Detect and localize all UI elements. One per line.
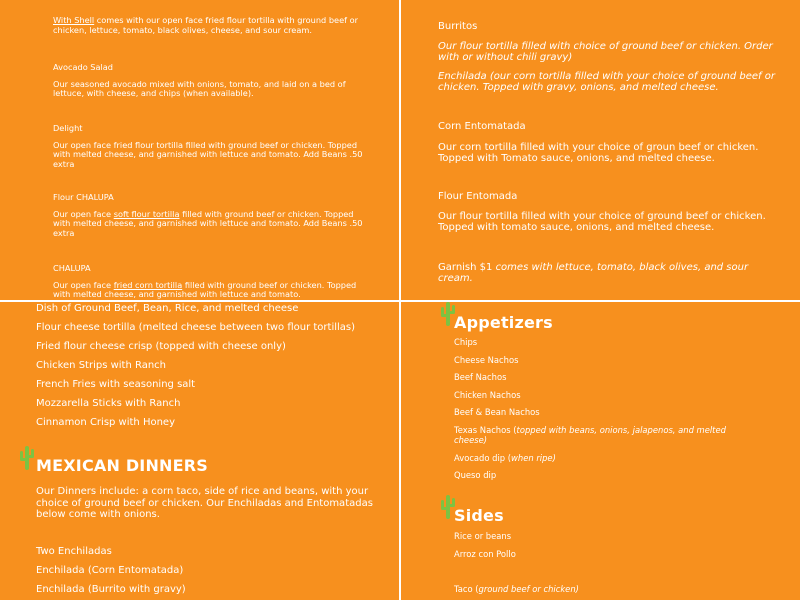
list-item: Flour cheese tortilla (melted cheese between two flour tortillas) <box>36 322 356 333</box>
list-item: Chicken Strips with Ranch <box>36 360 167 371</box>
dinners-description: Our Dinners include: a corn taco, side of rice and beans, with your choice of ground beef or chicken. Our Enchiladas and Entomatadas below come with onions. <box>36 486 373 521</box>
item-link[interactable]: soft flour tortilla <box>113 208 180 219</box>
menu-item-chalupa <box>53 264 373 300</box>
corn-entomatada-title: Corn Entomatada <box>438 121 526 132</box>
item-name: CHALUPA <box>53 263 91 273</box>
section-title-sides: Sides <box>454 506 504 525</box>
menu-page-burritos <box>401 0 800 300</box>
item-desc-pre: Our open face <box>53 279 114 290</box>
list-item: Avocado dip (when ripe) <box>454 452 556 463</box>
cactus-icon <box>20 446 34 470</box>
item-desc-text: filled with ground beef or chicken. Topped with melted cheese, and garnished with lettuce and tomato. <box>53 279 357 300</box>
enchilada-description: Enchilada (our corn tortilla filled with your choice of ground beef or chicken. Topped with gravy, onions, and melted cheese. <box>438 71 775 94</box>
flour-entomada-title: Flour Entomada <box>438 191 518 202</box>
section-title-appetizers: Appetizers <box>454 313 553 332</box>
dinners-list <box>36 542 386 599</box>
list-item: Cheese Nachos <box>454 354 519 365</box>
corn-entomatada-description: Our corn tortilla filled with your choice of groun beef or chicken. Topped with Tomato sauce, onions, and melted cheese. <box>438 142 759 165</box>
menu-list <box>36 302 386 432</box>
list-item: Fried flour cheese crisp (topped with cheese only) <box>36 341 286 352</box>
item-desc-text: filled with ground beef or chicken. Topped with melted cheese, and garnished with lettuce and tomato. Add Beans .50 extra <box>53 208 363 238</box>
menu-item-with-shell <box>53 16 373 35</box>
item-description <box>53 210 373 239</box>
list-item: Enchilada (Burrito with gravy) <box>36 584 186 595</box>
item-name: Avocado Salad <box>53 62 114 72</box>
appetizers-list <box>454 337 754 488</box>
burritos-title: Burritos <box>438 21 478 32</box>
taco-line <box>454 584 754 600</box>
burritos-description: Our flour tortilla filled with choice of ground beef or chicken. Order with or without chili gravy) <box>438 41 773 64</box>
list-item: Texas Nachos (topped with beans, onions, jalapenos, and melted cheese) <box>454 424 726 445</box>
item-desc-text: comes with our open face fried flour tortilla with ground beef or chicken, lettuce, tomato, black olives, cheese, and sour cream. <box>53 15 358 35</box>
menu-page-salads <box>0 0 399 300</box>
menu-item-avocado-salad <box>53 63 373 99</box>
section-title-mexican-dinners: MEXICAN DINNERS <box>36 456 209 475</box>
list-item: Taco (ground beef or chicken) <box>454 584 579 594</box>
menu-item-delight <box>53 124 373 169</box>
garnish-prefix: Garnish $1 <box>438 262 496 273</box>
item-link[interactable]: fried corn tortilla <box>113 279 183 290</box>
list-item: Chicken Nachos <box>454 389 521 400</box>
item-description: Our seasoned avocado mixed with onions, tomato, and laid on a bed of lettuce, with cheese, and chips (when available). <box>53 78 346 99</box>
flour-entomada-description: Our flour tortilla filled with your choice of ground beef or chicken. Topped with tomato sauce, onions, and melted cheese. <box>438 211 766 234</box>
item-desc-pre: Our open face <box>53 208 114 219</box>
list-item: Rice or beans <box>454 531 512 541</box>
menu-page-dinners <box>0 302 399 600</box>
cactus-icon <box>441 302 455 326</box>
list-item: Queso dip <box>454 470 497 481</box>
item-link[interactable]: With Shell <box>53 15 95 25</box>
list-item: Two Enchiladas <box>36 546 112 557</box>
list-item: Chips <box>454 337 478 347</box>
list-item: Enchilada (Corn Entomatada) <box>36 565 184 576</box>
list-item: Beef & Bean Nachos <box>454 407 540 418</box>
garnish-line <box>438 262 783 285</box>
menu-item-flour-chalupa <box>53 193 373 238</box>
list-item: Mozzarella Sticks with Ranch <box>36 398 181 409</box>
item-name: Delight <box>53 123 83 133</box>
cactus-icon <box>441 495 455 519</box>
item-name: Flour CHALUPA <box>53 192 114 202</box>
list-item: Arroz con Pollo <box>454 548 516 559</box>
list-item: Beef Nachos <box>454 372 507 383</box>
menu-page-appetizers <box>401 302 800 600</box>
list-item: French Fries with seasoning salt <box>36 379 196 390</box>
item-description <box>53 281 373 300</box>
list-item: Cinnamon Crisp with Honey <box>36 417 175 428</box>
list-item: Dish of Ground Beef, Bean, Rice, and melted cheese <box>36 303 299 314</box>
item-description: Our open face fried flour tortilla filled with ground beef or chicken. Topped with melted cheese, and garnished with lettuce and tomato. Add Beans .50 extra <box>53 139 363 169</box>
horizontal-divider <box>0 300 800 302</box>
garnish-text: comes with lettuce, tomato, black olives, and sour cream. <box>438 262 749 285</box>
item-description <box>53 15 358 35</box>
sides-list <box>454 531 754 566</box>
